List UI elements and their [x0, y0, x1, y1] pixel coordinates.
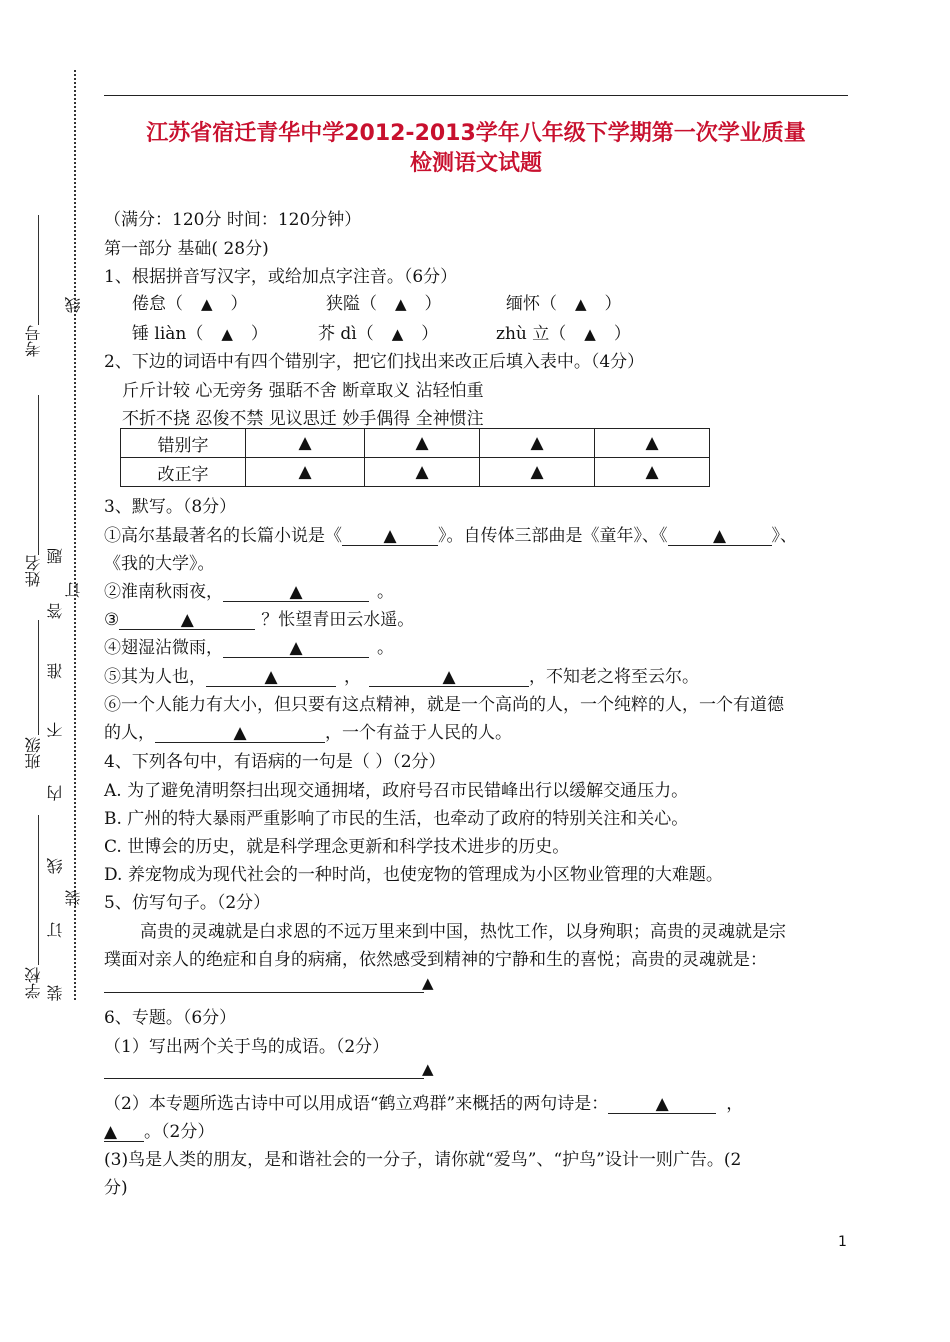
q3-line-3: ③ ▲ ？怅望青田云水遥。 — [104, 610, 415, 630]
seal-char: 题 — [46, 548, 65, 564]
q3-line-2: ②淮南秋雨夜， ▲ 。 — [104, 582, 394, 602]
part-heading: 第一部分 基础( 28分) — [104, 239, 269, 259]
name-blank — [38, 395, 39, 555]
q3-line-1-cont: 《我的大学》。 — [104, 554, 215, 574]
answer-cell[interactable]: ▲ — [480, 458, 595, 487]
page-number: 1 — [838, 1234, 847, 1250]
correction-table — [120, 428, 710, 487]
q1-item: 芥 dì（ ▲ ） — [318, 324, 439, 344]
question-1-stem: 1、根据拼音写汉字，或给加点字注音。（6分） — [104, 267, 458, 287]
name-label: 姓名 — [24, 555, 43, 587]
answer-blank[interactable]: ▲ — [119, 611, 255, 630]
seal-char: 线 — [64, 297, 83, 313]
answer-blank[interactable]: ▲ — [342, 527, 438, 546]
answer-cell[interactable]: ▲ — [365, 429, 480, 458]
q3-line-6: ⑥一个人能力有大小，但只要有这点精神，就是一个高尚的人，一个纯粹的人，一个有道德 — [104, 695, 784, 715]
answer-cell[interactable]: ▲ — [595, 429, 710, 458]
answer-blank[interactable]: ▲ — [608, 1095, 716, 1114]
q1-item: 缅怀（ ▲ ） — [506, 294, 622, 314]
seal-char: 订 — [46, 922, 65, 938]
answer-blank[interactable]: ▲ — [155, 724, 325, 743]
q6-sub-3: (3)鸟是人类的朋友，是和谐社会的一分子，请你就“爱鸟”、“护鸟”设计一则广告。(2 — [104, 1150, 742, 1170]
table-row-label: 错别字 — [121, 429, 246, 458]
q1-item: 狭隘（ ▲ ） — [326, 294, 442, 314]
seal-char: 线 — [46, 858, 65, 874]
answer-blank[interactable]: ▲ — [223, 583, 369, 602]
seal-char: 答 — [46, 603, 65, 619]
seal-char: 装 — [64, 890, 83, 906]
table-row-label: 改正字 — [121, 458, 246, 487]
answer-marker: ▲ — [422, 1060, 434, 1078]
answer-line[interactable] — [104, 974, 424, 993]
question-4-stem: 4、下列各句中，有语病的一句是（ ）（2分） — [104, 752, 446, 772]
q2-words-row-1: 斤斤计较 心无旁务 强聒不舍 断章取义 沾轻怕重 — [122, 381, 484, 401]
score-time-info: （满分：120分 时间：120分钟） — [104, 210, 362, 230]
table-row — [121, 458, 710, 487]
answer-blank[interactable]: ▲ — [104, 1123, 144, 1142]
school-label: 学校 — [24, 967, 43, 999]
seal-char: 订 — [64, 582, 83, 598]
q1-item: 倦怠（ ▲ ） — [132, 294, 248, 314]
question-6-stem: 6、专题。（6分） — [104, 1008, 237, 1028]
answer-cell[interactable]: ▲ — [365, 458, 480, 487]
q6-sub-2: （2）本专题所选古诗中可以用成语“鹤立鸡群”来概括的两句诗是： ▲ ， — [104, 1094, 744, 1114]
q3-line-5: ⑤其为人也， ▲ ， ▲ ，不知老之将至云尔。 — [104, 667, 699, 687]
answer-cell[interactable]: ▲ — [246, 429, 365, 458]
q5-paragraph-line-2: 璞面对亲人的绝症和自身的病痛，依然感受到精神的宁静和生的喜悦；高贵的灵魂就是： — [104, 950, 767, 970]
q6-sub-2-cont: ▲ 。（2分） — [104, 1122, 215, 1142]
table-row — [121, 429, 710, 458]
q2-words-row-2: 不折不挠 忍俊不禁 见议思迁 妙手偶得 全神惯注 — [122, 409, 484, 429]
exam-no-blank — [38, 215, 39, 325]
seal-char: 准 — [46, 663, 65, 679]
answer-blank[interactable]: ▲ — [369, 668, 529, 687]
q3-line-4: ④翅湿沾微雨， ▲ 。 — [104, 638, 394, 658]
q3-line-1: ①高尔基最著名的长篇小说是《 ▲ 》。自传体三部曲是《童年》、《 ▲ 》、 — [104, 526, 797, 546]
answer-cell[interactable]: ▲ — [595, 458, 710, 487]
answer-blank[interactable]: ▲ — [668, 527, 772, 546]
seal-char: 内 — [46, 785, 65, 801]
answer-line[interactable] — [104, 1060, 424, 1079]
q3-line-6-cont: 的人， ▲ ，一个有益于人民的人。 — [104, 723, 512, 743]
q6-sub-3-cont: 分) — [104, 1178, 128, 1198]
answer-blank[interactable]: ▲ — [223, 639, 369, 658]
answer-marker: ▲ — [422, 974, 434, 992]
q4-option-c: C. 世博会的历史，就是科学理念更新和科学技术进步的历史。 — [104, 837, 570, 857]
answer-cell[interactable]: ▲ — [480, 429, 595, 458]
answer-blank[interactable]: ▲ — [206, 668, 336, 687]
seal-char: 不 — [46, 722, 65, 738]
answer-cell[interactable]: ▲ — [246, 458, 365, 487]
top-rule — [104, 95, 848, 96]
question-5-stem: 5、仿写句子。（2分） — [104, 893, 271, 913]
class-blank — [38, 620, 39, 735]
question-2-stem: 2、下边的词语中有四个错别字，把它们找出来改正后填入表中。（4分） — [104, 352, 645, 372]
seal-char: 装 — [46, 985, 65, 1001]
class-label: 班级 — [24, 737, 43, 769]
q5-paragraph-line-1: 高贵的灵魂就是白求恩的不远万里来到中国，热忱工作，以身殉职；高贵的灵魂就是宗 — [140, 922, 786, 942]
school-blank — [38, 815, 39, 965]
exam-no-label: 考号 — [24, 325, 43, 357]
binding-dotted-line — [74, 70, 76, 1000]
q1-item: zhù 立（ ▲ ） — [496, 324, 631, 344]
q4-option-d: D. 养宠物成为现代社会的一种时尚，也使宠物的管理成为小区物业管理的大难题。 — [104, 865, 723, 885]
page-title-line2: 检测语文试题 — [409, 151, 542, 176]
page-title: 江苏省宿迁青华中学2012-2013学年八年级下学期第一次学业质量 — [146, 121, 806, 146]
q4-option-b: B. 广州的特大暴雨严重影响了市民的生活，也牵动了政府的特别关注和关心。 — [104, 809, 689, 829]
question-3-stem: 3、默写。（8分） — [104, 497, 237, 517]
q6-sub-1: （1）写出两个关于鸟的成语。（2分） — [104, 1037, 390, 1057]
q4-option-a: A. 为了避免清明祭扫出现交通拥堵，政府号召市民错峰出行以缓解交通压力。 — [104, 781, 689, 801]
q1-item: 锤 liàn（ ▲ ） — [132, 324, 268, 344]
